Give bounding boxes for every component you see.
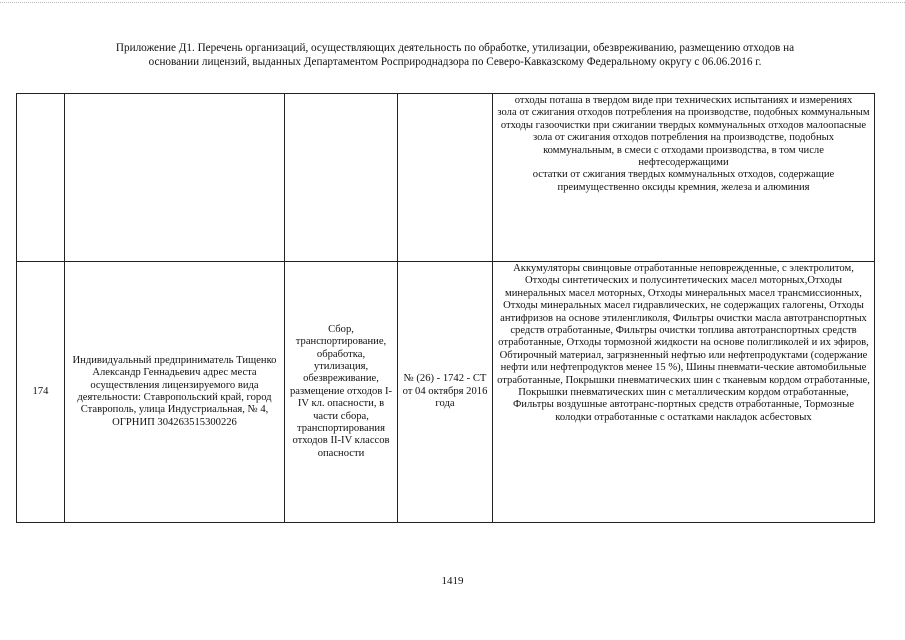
row-number-cell <box>17 94 65 262</box>
row-number-cell: 174 <box>17 262 65 523</box>
waste-item: Аккумуляторы свинцовые отработанные неповрежденные, с электролитом, Отходы синтетических и полусинтетических масел моторных,Отходы минеральных масел моторных, Отходы минеральных масел трансмиссионных, Отходы минеральных масел гидравлических, не содержащих галогены, Отходы антифризов на основе этиленгликоля, Фильтры очистки масла автотранспортных средств отработанные, Фильтры очистки топлива автотранспортных средств отработанные, Отходы тормозной жидкости на основе полигликолей и их эфиров, Обтирочный материал, загрязненный нефтью или нефтепродуктами (содержание нефти или нефтепродуктов менее 15 %), Шины пневмати-ческие автомобильные отработанные, Покрышки пневматических шин с тканевым кордом отработанные, Покрышки пневматических шин с металлическим кордом отработанные, Фильтры воздушные автотранс-портных средств отработанные, Тормозные колодки отработанные с остатками накладок асбестовых <box>497 263 870 423</box>
waste-item: отходы газоочистки при сжигании твердых коммунальных отходов малоопасные <box>500 119 867 131</box>
header-line-1: Приложение Д1. Перечень организаций, осуществляющих деятельность по обработке, утилизации, обезвреживанию, размещению отходов на <box>115 42 795 54</box>
waste-item: зола от сжигания отходов потребления на производстве, подобных коммунальным, в смеси с отходами производства, в том числе нефтесодержащими <box>532 132 835 169</box>
scan-edge-line <box>0 2 905 5</box>
organization-cell: Индивидуальный предприниматель Тищенко Александр Геннадьевич адрес места осуществления лицензируемого вида деятельности: Ставропольский край, город Ставрополь, улица Индустриальная, № 4, ОГРНИП 304263515300226 <box>65 262 285 523</box>
activity-cell <box>285 94 398 262</box>
license-cell <box>398 94 493 262</box>
waste-item: зола от сжигания отходов потребления на производстве, подобных коммунальным <box>497 107 870 119</box>
waste-item: остатки от сжигания твердых коммунальных отходов, содержащие преимущественно оксиды кремния, железа и алюминия <box>532 169 835 193</box>
page-header <box>20 41 890 69</box>
table-row <box>17 262 875 523</box>
table-row <box>17 94 875 262</box>
header-line-2: основании лицензий, выданных Департаментом Росприроднадзора по Северо-Кавказскому Федеральному округу с 06.06.2016 г. <box>148 56 762 68</box>
license-cell: № (26) - 1742 - СТ от 04 октября 2016 года <box>398 262 493 523</box>
waste-list-cell <box>493 94 875 262</box>
organization-cell <box>65 94 285 262</box>
waste-item: отходы поташа в твердом виде при технических испытаниях и измерениях <box>514 95 853 106</box>
license-table <box>16 93 875 523</box>
page-number: 1419 <box>441 575 464 587</box>
waste-list-cell <box>493 262 875 523</box>
activity-cell: Сбор, транспортирование, обработка, утилизация, обезвреживание, размещение отходов I-IV кл. опасности, в части сбора, транспортирования отходов II-IV классов опасности <box>285 262 398 523</box>
